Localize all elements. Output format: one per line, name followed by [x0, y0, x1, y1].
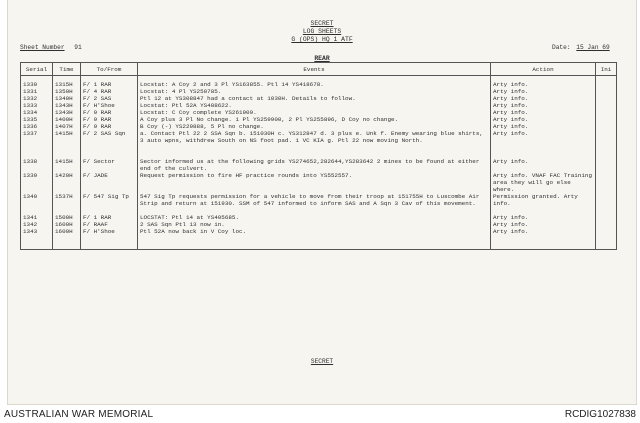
- time-cell: 1600H: [53, 221, 81, 228]
- initials-cell: [596, 130, 617, 158]
- serial-cell: 1343: [21, 228, 53, 235]
- time-cell: 1407H: [53, 123, 81, 130]
- table-row: [21, 123, 617, 130]
- events-cell: Locstat: A Coy 2 and 3 Pl YS163855. Ptl 14 YS418678.: [138, 81, 491, 88]
- initials-cell: [596, 102, 617, 109]
- initials-cell: [596, 221, 617, 228]
- action-cell: Arty info. VNAF FAC Training area they will go else where.: [491, 172, 596, 193]
- action-cell: Arty info.: [491, 214, 596, 221]
- table-row: [21, 214, 617, 221]
- classification-header: SECRET: [310, 20, 334, 27]
- events-cell: Locstat: Ptl 52A YS488622.: [138, 102, 491, 109]
- action-cell: Arty info.: [491, 130, 596, 158]
- section-title: REAR: [314, 55, 330, 62]
- events-cell: 2 SAS Sqn Ptl 13 now in.: [138, 221, 491, 228]
- date-field: [552, 45, 610, 51]
- action-cell: Arty info.: [491, 116, 596, 123]
- sheet-number-label: Sheet Number: [20, 44, 65, 51]
- time-cell: 1537H: [53, 193, 81, 214]
- table-row: [21, 228, 617, 235]
- log-table: [20, 62, 617, 250]
- action-cell: Arty info.: [491, 158, 596, 172]
- events-cell: 547 Sig Tp requests permission for a vehicle to move from their troop at 151755H to Luscombe Air Strip and return at 151930. SSM of 547 informed to inform SAS and A Sqn 3 Cav of this movement.: [138, 193, 491, 214]
- col-action: Action: [491, 63, 596, 76]
- table-row: [21, 109, 617, 116]
- to-from-cell: F/ 1 RAR: [81, 214, 138, 221]
- events-cell: Request permission to fire HF practice rounds into YS552557.: [138, 172, 491, 193]
- table-row: [21, 116, 617, 123]
- to-from-cell: F/ 9 RAR: [81, 123, 138, 130]
- events-cell: Sector informed us at the following grids YS274652,282644,YS283642 2 mines to be found at either end of the culvert.: [138, 158, 491, 172]
- to-from-cell: F/ RAAF: [81, 221, 138, 228]
- document-title: LOG SHEETS: [302, 28, 342, 35]
- serial-cell: 1337: [21, 130, 53, 158]
- table-tail-row: [21, 235, 617, 250]
- serial-cell: 1334: [21, 109, 53, 116]
- to-from-cell: F/ 2 SAS: [81, 95, 138, 102]
- events-cell: a. Contact Ptl 22 2 SSA Sqn b. 151030H c. YS312847 d. 3 plus e. Unk f. Enemy wearing blue shirts, 3 auto wpns, withdrew South on NS foot pad. 1 VC KIA g. Ptl 22 now moving North.: [138, 130, 491, 158]
- to-from-cell: F/ 1 RAR: [81, 81, 138, 88]
- to-from-cell: F/ 2 SAS Sqn: [81, 130, 138, 158]
- initials-cell: [596, 228, 617, 235]
- action-cell: Arty info.: [491, 228, 596, 235]
- table-row: [21, 95, 617, 102]
- log-table-body: [21, 76, 617, 250]
- time-cell: 1343H: [53, 102, 81, 109]
- footer-archive-name: AUSTRALIAN WAR MEMORIAL: [4, 409, 154, 420]
- time-cell: 1340H: [53, 95, 81, 102]
- time-cell: 1415H: [53, 130, 81, 158]
- initials-cell: [596, 172, 617, 193]
- col-events: Events: [138, 63, 491, 76]
- serial-cell: 1332: [21, 95, 53, 102]
- empty-cell: [53, 235, 81, 250]
- date-value: 15 Jan 69: [576, 44, 610, 51]
- footer-record-id: RCDIG1027838: [564, 409, 636, 420]
- log-table-header: [21, 63, 617, 76]
- serial-cell: 1333: [21, 102, 53, 109]
- time-cell: 1315H: [53, 81, 81, 88]
- empty-cell: [138, 235, 491, 250]
- events-cell: Ptl 52A now back in V Coy loc.: [138, 228, 491, 235]
- empty-cell: [81, 235, 138, 250]
- events-cell: Locstat: 4 Pl YS250785.: [138, 88, 491, 95]
- col-serial: Serial: [21, 63, 53, 76]
- events-cell: B Coy (-) YS229888, 5 Pl no change.: [138, 123, 491, 130]
- serial-cell: 1331: [21, 88, 53, 95]
- table-row: [21, 172, 617, 193]
- to-from-cell: F/ JADE: [81, 172, 138, 193]
- time-cell: 1600H: [53, 228, 81, 235]
- action-cell: Arty info.: [491, 81, 596, 88]
- empty-cell: [21, 235, 53, 250]
- time-cell: 1350H: [53, 88, 81, 95]
- empty-cell: [596, 235, 617, 250]
- table-row: [21, 130, 617, 158]
- table-row: [21, 88, 617, 95]
- serial-cell: 1330: [21, 81, 53, 88]
- initials-cell: [596, 123, 617, 130]
- initials-cell: [596, 116, 617, 123]
- empty-cell: [491, 235, 596, 250]
- serial-cell: 1335: [21, 116, 53, 123]
- to-from-cell: F/ H'Shoe: [81, 102, 138, 109]
- to-from-cell: F/ 9 RAR: [81, 116, 138, 123]
- serial-cell: 1339: [21, 172, 53, 193]
- serial-cell: 1341: [21, 214, 53, 221]
- table-row: [21, 81, 617, 88]
- initials-cell: [596, 193, 617, 214]
- time-cell: 1420H: [53, 172, 81, 193]
- table-row: [21, 158, 617, 172]
- col-time: Time: [53, 63, 81, 76]
- col-initials: Ini: [596, 63, 617, 76]
- action-cell: Arty info.: [491, 123, 596, 130]
- action-cell: Arty info.: [491, 221, 596, 228]
- table-row: [21, 102, 617, 109]
- initials-cell: [596, 88, 617, 95]
- action-cell: Permission granted. Arty info.: [491, 193, 596, 214]
- events-cell: Ptl 12 at YS308847 had a contact at 1030H. Details to follow.: [138, 95, 491, 102]
- to-from-cell: F/ 9 RAR: [81, 109, 138, 116]
- events-cell: A Coy plus 3 Pl No change. 1 Pl YS259900, 2 Pl YS255896, D Coy no change.: [138, 116, 491, 123]
- serial-cell: 1338: [21, 158, 53, 172]
- action-cell: Arty info.: [491, 102, 596, 109]
- events-cell: LOCSTAT: Ptl 14 at YS405685.: [138, 214, 491, 221]
- date-label: Date:: [552, 44, 571, 51]
- initials-cell: [596, 95, 617, 102]
- sheet-number-field: [20, 45, 82, 51]
- action-cell: Arty info.: [491, 88, 596, 95]
- table-row: [21, 221, 617, 228]
- time-cell: 1500H: [53, 214, 81, 221]
- time-cell: 1400H: [53, 116, 81, 123]
- serial-cell: 1336: [21, 123, 53, 130]
- time-cell: 1343H: [53, 109, 81, 116]
- initials-cell: [596, 214, 617, 221]
- serial-cell: 1340: [21, 193, 53, 214]
- action-cell: Arty info.: [491, 95, 596, 102]
- initials-cell: [596, 81, 617, 88]
- table-row: [21, 193, 617, 214]
- to-from-cell: F/ H'Shoe: [81, 228, 138, 235]
- to-from-cell: F/ 4 RAR: [81, 88, 138, 95]
- events-cell: Locstat: C Coy complete YS261909.: [138, 109, 491, 116]
- initials-cell: [596, 109, 617, 116]
- initials-cell: [596, 158, 617, 172]
- time-cell: 1415H: [53, 158, 81, 172]
- sheet-number-value: 91: [74, 44, 82, 51]
- col-to-from: To/From: [81, 63, 138, 76]
- action-cell: Arty info.: [491, 109, 596, 116]
- bottom-classification-stamp: SECRET: [310, 358, 334, 365]
- to-from-cell: F/ Sector: [81, 158, 138, 172]
- to-from-cell: F/ 547 Sig Tp: [81, 193, 138, 214]
- unit-name: G (OPS) HQ 1 ATF: [291, 36, 353, 43]
- serial-cell: 1342: [21, 221, 53, 228]
